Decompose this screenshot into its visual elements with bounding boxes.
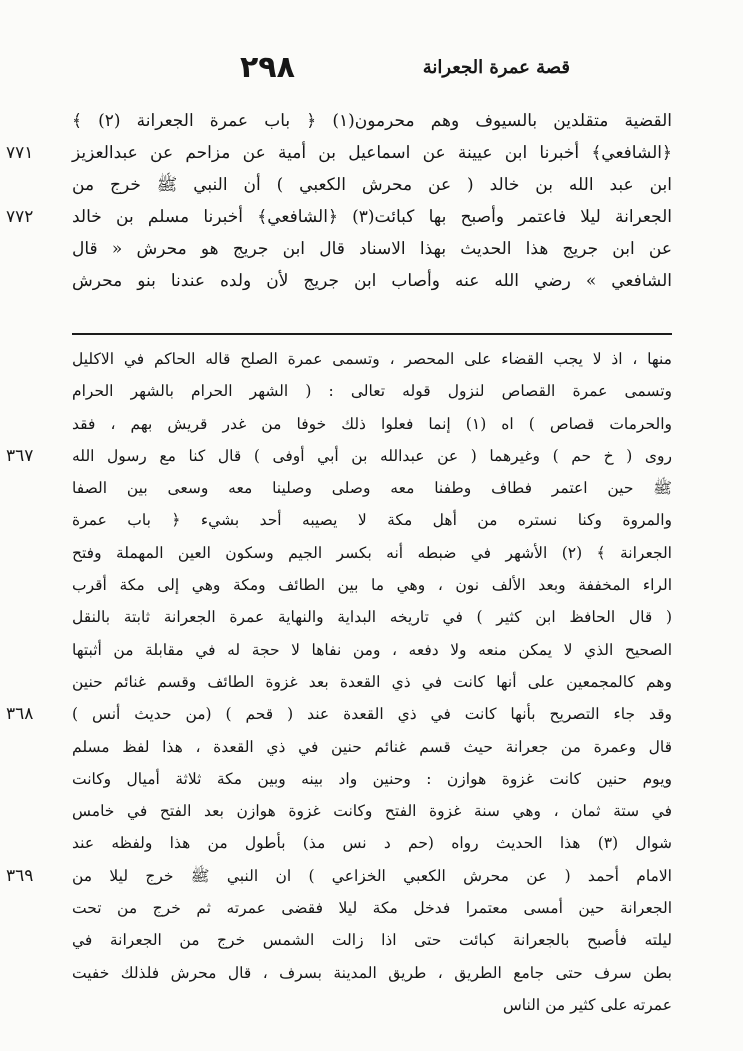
text-line (72, 343, 672, 375)
line-text: وهم كالمجمعين على أنها كانت في ذي القعدة بعد غزوة الطائف وقسم غنائم حنين (72, 672, 672, 691)
text-line (72, 892, 672, 924)
text-line (72, 666, 672, 698)
line-text: الراء المخففة وبعد الألف نون ، وهي ما بين الطائف ومكة وهي إلى مكة أقرب (72, 576, 672, 595)
line-text: ﴿الشافعي﴾ أخبرنا ابن عيينة عن اسماعيل بن أمية عن مزاحم عن عبدالعزيز (72, 143, 672, 163)
line-text: روى ( خ حم ) وغيرهما ( عن عبدالله بن أبي أوفى ) قال كنا مع رسول الله (72, 446, 672, 465)
text-line (72, 233, 672, 265)
line-text: في ستة ثمان ، وهي سنة غزوة الفتح وكانت غزوة هوازن بعد الفتح في خامس (72, 802, 672, 821)
line-text: عن ابن جريج هذا الحديث بهذا الاسناد قال ابن جريج هو محرش « قال (72, 239, 672, 259)
line-text: ( قال الحافظ ابن كثير ) في تاريخه البداية والنهاية عمرة الجعرانة ثابتة بالنقل (72, 608, 672, 627)
hadith-number: ٧٧٢ (6, 207, 34, 227)
line-text: الجعرانة حين أمسى معتمرا فدخل مكة ليلا فقضى عمرته ثم خرج من تحت (72, 899, 672, 918)
page-number: ٢٩٨ (240, 49, 295, 85)
text-line (72, 601, 672, 633)
text-line (72, 472, 672, 504)
text-line (6, 698, 672, 730)
line-text: قال وعمرة من جعرانة حيث قسم غنائم حنين في ذي القعدة ، هذا لفظ مسلم (72, 737, 672, 756)
text-line (72, 105, 672, 137)
text-line (6, 860, 672, 892)
text-line (72, 763, 672, 795)
commentary-text (6, 343, 673, 1021)
line-text: عمرته على كثير من الناس (502, 995, 672, 1014)
line-text: والحرمات قصاص ) اه (١) إنما فعلوا ذلك خوفا من غدر قريش بهم ، فقد (72, 414, 673, 433)
line-text: الجعرانة ﴾ (٢) الأشهر في ضبطه أنه بكسر الجيم وسكون العين المهملة وفتح (72, 543, 672, 562)
text-line (6, 440, 672, 472)
line-text: ليلته فأصبح بالجعرانة كبائت حتى اذا زالت الشمس خرج من الجعرانة في (72, 931, 672, 950)
line-text: شوال (٣) هذا الحديث رواه (حم د نس مذ) بأطول من هذا ولفظه عند (72, 834, 672, 853)
footnote-divider (72, 333, 672, 335)
page-header (240, 44, 570, 90)
text-line (72, 795, 672, 827)
hadith-number: ٣٦٩ (6, 865, 34, 886)
line-text: ويوم حنين كانت غزوة هوازن : وحنين واد بينه وبين مكة ثلاثة أميال وكانت (72, 769, 672, 788)
text-line (6, 137, 672, 169)
text-line (72, 924, 672, 956)
text-line (72, 569, 672, 601)
line-text: وقد جاء التصريح بأنها كانت في ذي القعدة عند ( قحم ) (من حديث أنس ) (72, 705, 672, 724)
line-text: ابن عبد الله بن خالد ( عن محرش الكعبي ) أن النبي ﷺ خرج من (72, 175, 672, 195)
text-line (72, 731, 672, 763)
line-text: الامام أحمد ( عن محرش الكعبي الخزاعي ) ان النبي ﷺ خرج ليلا من (72, 866, 672, 885)
hadith-number: ٣٦٨ (6, 704, 34, 725)
line-text: القضية متقلدين بالسيوف وهم محرمون(١) ﴿ باب عمرة الجعرانة (٢) ﴾ (72, 111, 672, 131)
line-text: الشافعي » رضي الله عنه وأصاب ابن جريج لأن ولده عندنا بنو محرش (72, 271, 672, 291)
main-text (6, 105, 673, 297)
text-line (72, 504, 672, 536)
hadith-number: ٧٧١ (6, 143, 34, 163)
hadith-number: ٣٦٧ (6, 445, 34, 466)
line-text: الجعرانة ليلا فاعتمر وأصبح بها كبائت(٣) ﴿الشافعي﴾ أخبرنا مسلم بن خالد (72, 207, 673, 227)
line-text: منها ، اذ لا يجب القضاء على المحصر ، وتسمى عمرة الصلح قاله الحاكم في الاكليل (72, 350, 672, 368)
line-text: الصحيح الذي لا يمكن منعه ولا دفعه ، ومن نفاها لا حجة له في مقابلة من أثبتها (72, 640, 672, 659)
text-line (72, 537, 672, 569)
text-line (72, 375, 672, 407)
line-text: ﷺ حين اعتمر فطاف وطفنا معه وصلى وصلينا معه وسعى بين الصفا (72, 479, 672, 498)
line-text: بطن سرف حتى جامع الطريق ، طريق المدينة بسرف ، قال محرش فلذلك خفيت (72, 963, 672, 982)
text-line (72, 957, 672, 989)
text-line (72, 265, 672, 297)
text-line (72, 634, 672, 666)
text-line (72, 408, 672, 440)
text-line (72, 989, 672, 1021)
line-text: وتسمى عمرة القصاص لنزول قوله تعالى : ( الشهر الحرام بالشهر الحرام (72, 382, 672, 401)
text-line (6, 201, 673, 233)
text-line (72, 169, 672, 201)
text-line (72, 827, 672, 859)
line-text: والمروة وكنا نستره من أهل مكة لا يصيبه أحد بشيء ﴿ باب عمرة (72, 511, 672, 530)
running-title: قصة عمرة الجعرانة (422, 56, 570, 78)
